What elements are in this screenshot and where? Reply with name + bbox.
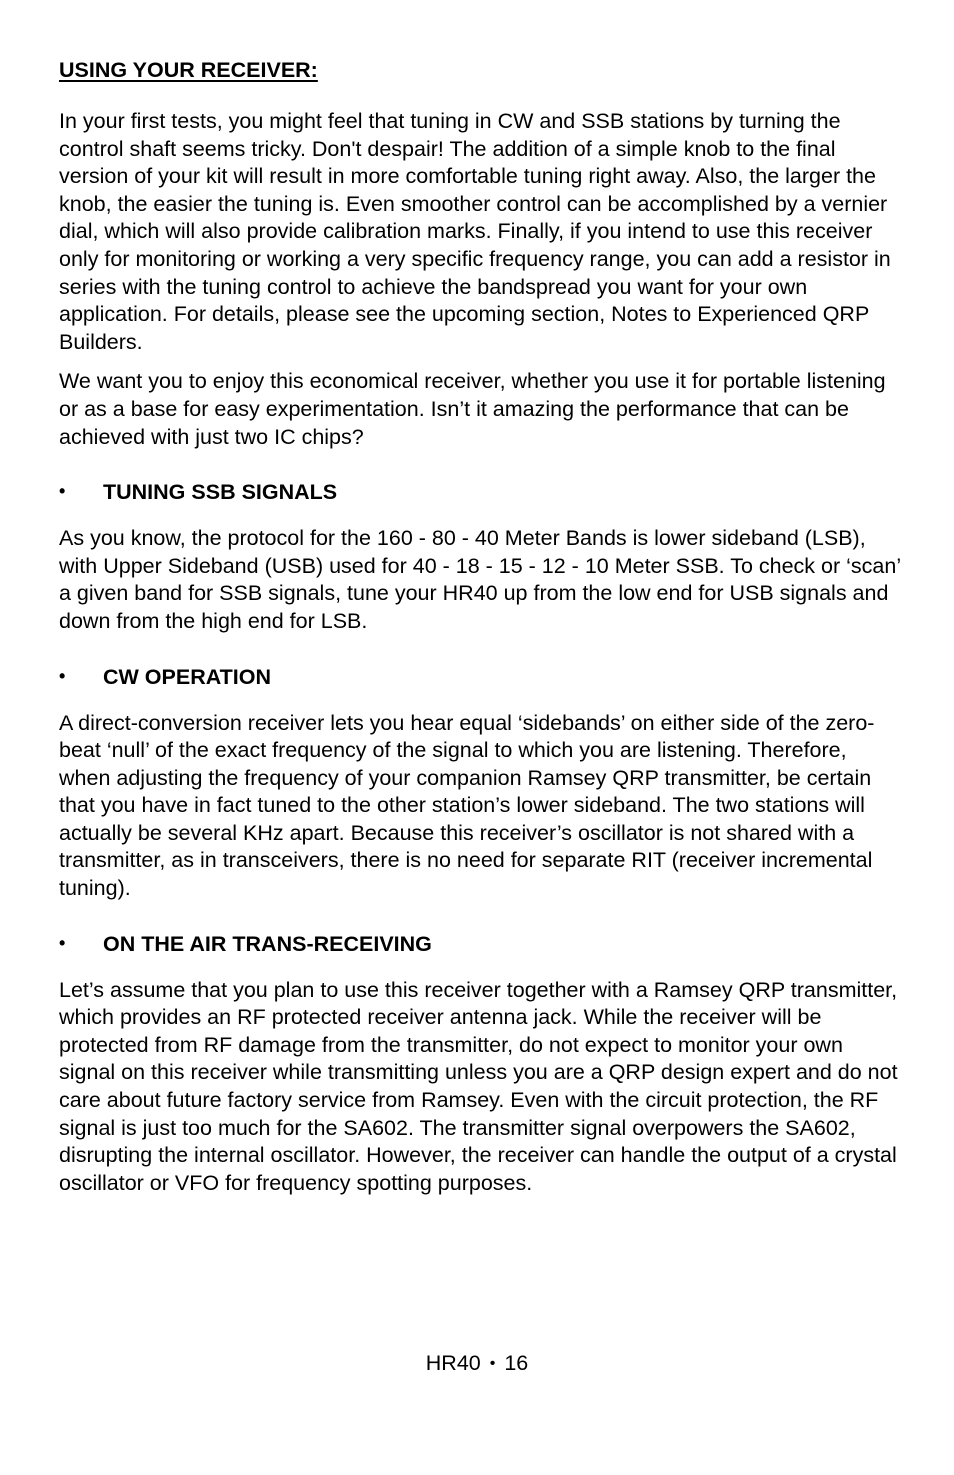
footer-doc-name: HR40 xyxy=(425,1351,481,1375)
section-heading: USING YOUR RECEIVER: xyxy=(59,58,318,82)
page-footer xyxy=(0,1349,954,1380)
subsection-title: ON THE AIR TRANS-RECEIVING xyxy=(103,931,432,956)
document-page xyxy=(59,56,901,1209)
subsection-body: Let’s assume that you plan to use this receiver together with a Ramsey QRP transmitter, which provides an RF protected receiver antenna jack. While the receiver will be protected from RF damage from the transmitter, do not expect to monitor your own signal on this receiver while transmitting unless you are a QRP design expert and do not care about future factory service from Ramsey. Even with the circuit protection, the RF signal is just too much for the SA602. The transmitter signal overpowers the SA602, disrupting the internal oscillator. However, the receiver can handle the output of a crystal oscillator or VFO for frequency spotting purposes. xyxy=(59,977,898,1195)
subsection-heading-on-the-air xyxy=(59,930,901,958)
subsection-heading-tuning-ssb xyxy=(59,478,901,506)
intro-paragraph: In your first tests, you might feel that tuning in CW and SSB stations by turning the control shaft seems tricky. Don't despair! The addition of a simple knob to the final version of your kit will result in more comfortable tuning right away. Also, the larger the knob, the easier the tuning is. Even smoother control can be accomplished by a vernier dial, which will also provide calibration marks. Finally, if you intend to use this receiver only for monitoring or working a very specific frequency range, you can add a resistor in series with the tuning control to achieve the bandspread you want for your own application. For details, please see the upcoming section, Notes to Experienced QRP Builders. xyxy=(59,109,891,354)
bullet-icon: • xyxy=(59,932,66,953)
intro-paragraph: We want you to enjoy this economical receiver, whether you use it for portable listening or as a base for easy experimentation. Isn’t it amazing the performance that can be achieved with just two IC chips? xyxy=(59,369,886,449)
subsection-title: TUNING SSB SIGNALS xyxy=(103,480,338,505)
bullet-icon: • xyxy=(489,1355,496,1372)
subsection-heading-cw-operation xyxy=(59,663,901,691)
subsection-title: CW OPERATION xyxy=(103,664,272,689)
subsection-body: As you know, the protocol for the 160 - 80 - 40 Meter Bands is lower sideband (LSB), with Upper Sideband (USB) used for 40 - 18 - 15 - 12 - 10 Meter SSB. To check or ‘scan’ a given band for SSB signals, tune your HR40 up from the low end for USB signals and down from the high end for LSB. xyxy=(59,526,901,633)
subsection-body: A direct-conversion receiver lets you hear equal ‘sidebands’ on either side of the zero-beat ‘null’ of the exact frequency of the signal to which you are listening. Therefore, when adjusting the frequency of your companion Ramsey QRP transmitter, be certain that you have in fact tuned to the other station’s lower sideband. The two stations will actually be several KHz apart. Because this receiver’s oscillator is not shared with a transmitter, as in transceivers, there is no need for separate RIT (receiver incremental tuning). xyxy=(59,710,875,901)
bullet-icon: • xyxy=(59,665,66,686)
bullet-icon: • xyxy=(59,481,66,502)
page-number: 16 xyxy=(504,1351,529,1375)
